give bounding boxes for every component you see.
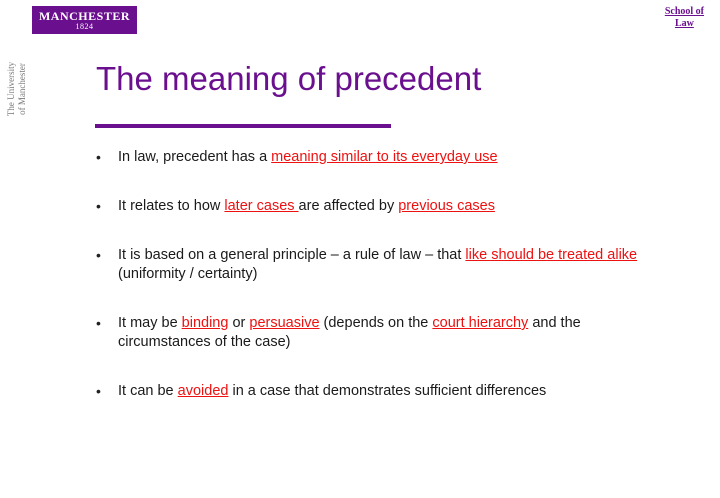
highlighted-term: persuasive: [249, 315, 320, 331]
highlighted-term: binding: [181, 315, 229, 331]
list-item: [96, 148, 676, 167]
vertical-university-name: [2, 0, 28, 160]
school-line1: School of: [664, 6, 704, 17]
highlighted-term: court hierarchy: [432, 315, 529, 331]
bullet-list: [96, 148, 676, 431]
bullet-marker-icon: •: [96, 383, 101, 399]
highlighted-term: meaning similar to its everyday use: [271, 149, 498, 165]
vertical-name-line1: The University: [6, 61, 16, 117]
highlighted-term: avoided: [177, 383, 229, 399]
title-underline-rule: [95, 124, 391, 128]
plain-text: (depends on the: [319, 315, 433, 331]
plain-text: It is based on a general principle – a rule of law – that: [118, 247, 466, 263]
highlighted-term: previous cases: [398, 198, 495, 214]
bullet-marker-icon: •: [96, 247, 101, 263]
plain-text: It may be: [118, 315, 182, 331]
list-item: [96, 382, 676, 401]
plain-text: in a case that demonstrates sufficient differences: [228, 383, 547, 399]
plain-text: (uniformity / certainty): [118, 266, 258, 282]
university-logo: [32, 6, 137, 34]
plain-text: In law, precedent has a: [118, 149, 272, 165]
highlighted-term: like should be treated alike: [465, 247, 638, 263]
plain-text: or: [228, 315, 250, 331]
page-title: The meaning of precedent: [96, 60, 482, 97]
list-item: [96, 197, 676, 216]
highlighted-term: later cases: [224, 198, 299, 214]
bullet-text: [118, 314, 676, 352]
school-line2: Law: [674, 18, 694, 29]
list-item: [96, 314, 676, 352]
bullet-marker-icon: •: [96, 149, 101, 165]
bullet-marker-icon: •: [96, 198, 101, 214]
logo-wordmark: MANCHESTER: [38, 8, 130, 23]
logo-year: 1824: [75, 21, 94, 31]
bullet-marker-icon: •: [96, 315, 101, 331]
vertical-name-line2: of Manchester: [17, 63, 27, 115]
list-item: [96, 246, 676, 284]
plain-text: It can be: [118, 383, 178, 399]
plain-text: It relates to how: [118, 198, 225, 214]
plain-text: are affected by: [298, 198, 399, 214]
bullet-text: [118, 246, 676, 284]
bullet-text: [118, 197, 495, 216]
bullet-text: [118, 382, 546, 401]
school-of-law-label: [665, 6, 704, 30]
bullet-text: [118, 148, 498, 167]
plain-text: and the circumstances of the case): [118, 315, 581, 350]
